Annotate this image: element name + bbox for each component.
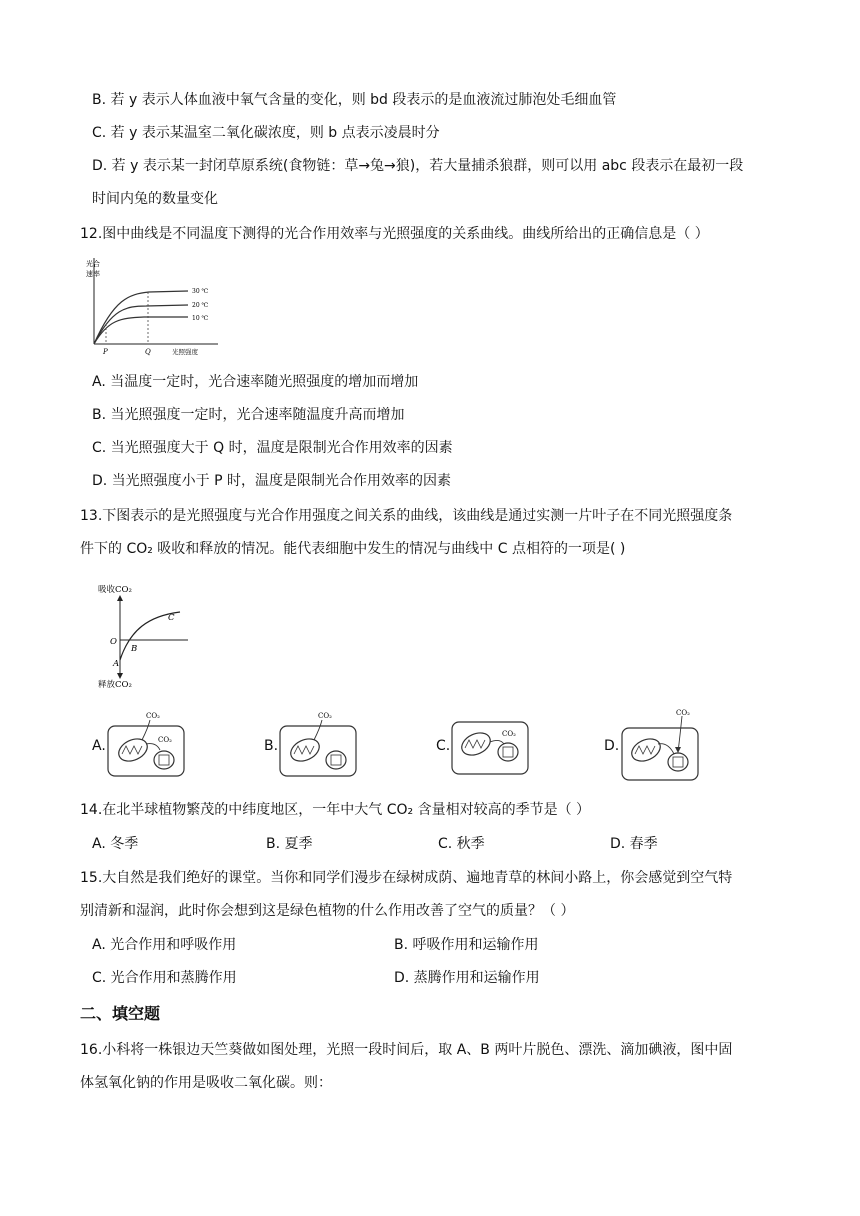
q12-stem: 12.图中曲线是不同温度下测得的光合作用效率与光照强度的关系曲线。曲线所给出的正确信息是（ ） bbox=[80, 226, 709, 242]
q12-x-label: 光照强度 bbox=[172, 348, 198, 356]
chloroplast-icon bbox=[326, 751, 346, 769]
q13-y-arrow-bottom bbox=[117, 673, 123, 679]
q13-d-co2: CO₂ bbox=[676, 709, 690, 717]
q13-option-d-cell bbox=[620, 706, 702, 784]
q14-option-a: A. 冬季 bbox=[92, 836, 139, 852]
q13-a-co2-2: CO₂ bbox=[158, 736, 172, 744]
q13-point-b: B bbox=[131, 644, 138, 654]
q12-series-10: 10 ℃ bbox=[192, 315, 209, 322]
chloroplast-icon bbox=[498, 743, 518, 761]
q13-point-c: C bbox=[168, 613, 175, 623]
q13-option-d-label: D. bbox=[604, 738, 620, 754]
q13-point-a: A bbox=[113, 659, 120, 669]
q12-curve-20 bbox=[94, 305, 188, 344]
q12-option-c: C. 当光照强度大于 Q 时，温度是限制光合作用效率的因素 bbox=[92, 440, 453, 456]
mitochondrion-icon bbox=[287, 735, 323, 766]
q13-chart bbox=[96, 580, 196, 692]
q12-series-30: 30 ℃ bbox=[192, 288, 209, 295]
chloroplast-icon bbox=[668, 753, 688, 771]
q12-tick-q: Q bbox=[145, 348, 151, 356]
q15-stem-line1: 15.大自然是我们绝好的课堂。当你和同学们漫步在绿树成荫、遍地青草的林间小路上，你会感觉到空气特 bbox=[80, 870, 733, 886]
chloroplast-icon bbox=[154, 751, 174, 769]
q11-option-d-line2: 时间内兔的数量变化 bbox=[92, 191, 218, 207]
q13-y-bottom-label: 释放CO₂ bbox=[98, 680, 132, 690]
q16-stem-line1: 16.小科将一株银边天竺葵做如图处理，光照一段时间后，取 A、B 两叶片脱色、漂洗、滴加碘液，图中固 bbox=[80, 1042, 733, 1058]
q12-chart bbox=[84, 254, 224, 362]
mitochondrion-icon bbox=[458, 729, 494, 760]
q13-stem-line2: 件下的 CO₂ 吸收和释放的情况。能代表细胞中发生的情况与曲线中 C 点相符的一项是( ) bbox=[80, 541, 626, 557]
q14-option-b: B. 夏季 bbox=[266, 836, 313, 852]
q13-y-arrow-top bbox=[117, 595, 123, 601]
q13-a-co2-1: CO₂ bbox=[146, 712, 160, 720]
q12-tick-p: P bbox=[103, 348, 108, 356]
q12-option-b: B. 当光照强度一定时，光合速率随温度升高而增加 bbox=[92, 407, 405, 423]
q14-stem: 14.在北半球植物繁茂的中纬度地区，一年中大气 CO₂ 含量相对较高的季节是（ ） bbox=[80, 802, 591, 818]
q12-y-label-2: 速率 bbox=[86, 270, 100, 278]
q13-option-c-cell bbox=[450, 714, 532, 778]
q13-y-top-label: 吸收CO₂ bbox=[98, 585, 132, 595]
q15-option-b: B. 呼吸作用和运输作用 bbox=[394, 937, 539, 953]
q15-option-a: A. 光合作用和呼吸作用 bbox=[92, 937, 237, 953]
q16-stem-line2: 体氢氧化钠的作用是吸收二氧化碳。则： bbox=[80, 1075, 332, 1091]
mitochondrion-icon bbox=[628, 735, 664, 766]
q14-option-d: D. 春季 bbox=[610, 836, 658, 852]
q13-option-b-cell bbox=[278, 708, 360, 780]
q11-option-c: C. 若 y 表示某温室二氧化碳浓度，则 b 点表示凌晨时分 bbox=[92, 125, 440, 141]
q13-stem-line1: 13.下图表示的是光照强度与光合作用强度之间关系的曲线，该曲线是通过实测一片叶子在不同光照强度条 bbox=[80, 508, 733, 524]
q12-y-label-1: 光合 bbox=[86, 260, 100, 268]
q15-stem-line2: 别清新和湿润，此时你会想到这是绿色植物的什么作用改善了空气的质量？（ ） bbox=[80, 903, 575, 919]
q14-option-c: C. 秋季 bbox=[438, 836, 485, 852]
q13-option-a-cell bbox=[106, 708, 188, 780]
q13-point-o: O bbox=[110, 637, 117, 647]
q12-option-d: D. 当光照强度小于 P 时，温度是限制光合作用效率的因素 bbox=[92, 473, 452, 489]
q12-option-a: A. 当温度一定时，光合速率随光照强度的增加而增加 bbox=[92, 374, 419, 390]
q13-b-co2: CO₂ bbox=[318, 712, 332, 720]
q13-option-b-label: B. bbox=[264, 738, 279, 754]
q13-option-a-label: A. bbox=[92, 738, 106, 754]
q11-option-d-line1: D. 若 y 表示某一封闭草原系统(食物链：草→兔→狼)，若大量捕杀狼群，则可以用 abc 段表示在最初一段 bbox=[92, 158, 744, 174]
q12-series-20: 20 ℃ bbox=[192, 302, 209, 309]
q13-option-c-label: C. bbox=[436, 738, 451, 754]
section-2-title: 二、填空题 bbox=[80, 1004, 161, 1023]
q15-option-d: D. 蒸腾作用和运输作用 bbox=[394, 970, 540, 986]
mitochondrion-icon bbox=[115, 735, 151, 766]
q13-c-co2: CO₂ bbox=[502, 730, 516, 738]
q11-option-b: B. 若 y 表示人体血液中氧气含量的变化，则 bd 段表示的是血液流过肺泡处毛细血管 bbox=[92, 92, 617, 108]
q15-option-c: C. 光合作用和蒸腾作用 bbox=[92, 970, 237, 986]
